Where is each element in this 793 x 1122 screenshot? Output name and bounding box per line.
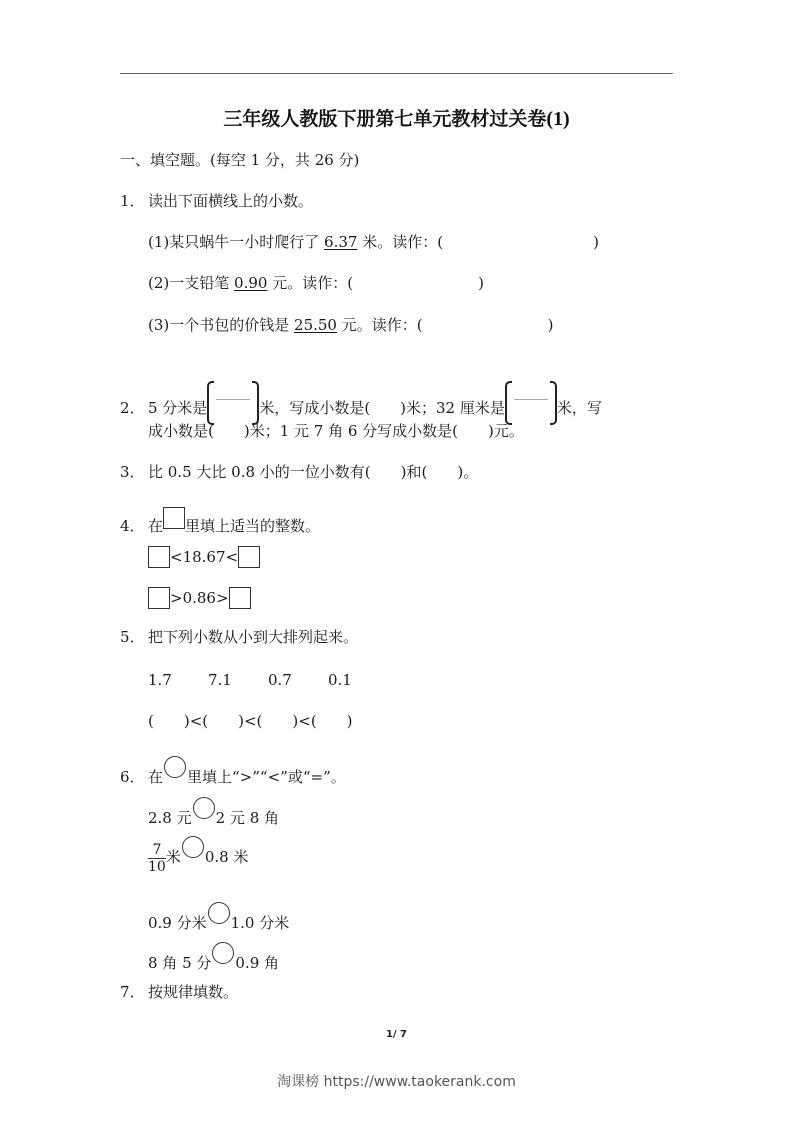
question-5 xyxy=(120,627,358,647)
item-text: (1)某只蜗牛一小时爬行了 xyxy=(148,233,325,251)
paren-close: ) xyxy=(593,233,599,251)
item-text: 米。读作：( xyxy=(357,233,444,251)
q1-item-1 xyxy=(148,232,599,252)
underlined-value: 25.50 xyxy=(294,316,337,334)
question-text: 里填上“>”“<”或“=”。 xyxy=(187,768,346,786)
item-text: (3)一个书包的价钱是 xyxy=(148,316,295,334)
compare-left: 米 xyxy=(165,848,181,866)
title-text: 三年级人教版下册第七单元教材过关卷 xyxy=(223,108,547,130)
question-2-cont: 成小数是( )米；1 元 7 角 6 分写成小数是( )元。 xyxy=(148,422,524,440)
section-heading: 一、填空题。(每空 1 分，共 26 分) xyxy=(120,151,360,169)
answer-circle[interactable] xyxy=(212,942,234,964)
answer-circle[interactable] xyxy=(208,902,230,924)
square-box-icon xyxy=(163,507,185,529)
question-text: 米，写成小数是( )米；32 厘米是 xyxy=(259,399,505,417)
question-text: 在 xyxy=(148,768,164,786)
question-number: 7． xyxy=(120,983,145,1001)
question-number: 1． xyxy=(120,192,145,210)
paren-close: ) xyxy=(478,274,484,292)
question-number: 4． xyxy=(120,517,145,535)
compare-right: 2 元 8 角 xyxy=(215,809,280,827)
q6-row-4 xyxy=(148,942,279,973)
compare-left: 0.9 分米 xyxy=(148,914,207,932)
compare-right: 0.9 角 xyxy=(235,954,280,972)
answer-circle[interactable] xyxy=(182,836,204,858)
question-number: 6． xyxy=(120,768,145,786)
question-number: 2． xyxy=(120,399,145,417)
number-item: 0.1 xyxy=(328,671,352,689)
right-bracket-icon xyxy=(252,381,259,425)
watermark-link[interactable]: 淘课榜 https://www.taokerank.com xyxy=(277,1074,516,1090)
q1-item-3 xyxy=(148,315,553,335)
fraction-bar xyxy=(514,399,548,400)
q5-numbers xyxy=(148,670,388,690)
page-number: 1/ 7 xyxy=(385,1029,408,1040)
answer-box[interactable] xyxy=(148,587,170,609)
question-text: 在 xyxy=(148,517,164,535)
question-1 xyxy=(120,191,313,211)
compare-left: 8 角 5 分 xyxy=(148,954,212,972)
answer-box[interactable] xyxy=(229,587,251,609)
circle-icon xyxy=(164,756,186,778)
answer-box[interactable] xyxy=(148,546,170,568)
fraction-bar xyxy=(216,399,250,400)
compare-right: 1.0 分米 xyxy=(230,914,290,932)
question-text: 比 0.5 大比 0.8 小的一位小数有( )和( )。 xyxy=(148,463,479,481)
number-item: 0.7 xyxy=(268,671,292,689)
question-prompt: 把下列小数从小到大排列起来。 xyxy=(148,628,359,646)
question-number: 3． xyxy=(120,463,145,481)
q6-row-2 xyxy=(148,836,248,875)
q6-row-1 xyxy=(148,797,279,828)
q4-row-2 xyxy=(148,587,251,609)
q1-item-2 xyxy=(148,273,484,293)
paren-close: ) xyxy=(547,316,554,334)
question-text: 米，写 xyxy=(556,399,602,417)
q6-row-3 xyxy=(148,902,289,933)
header-rule xyxy=(120,73,673,74)
inequality-text: <18.67< xyxy=(170,548,239,566)
question-prompt: 按规律填数。 xyxy=(148,983,239,1001)
question-7 xyxy=(120,982,238,1002)
inequality-text: >0.86> xyxy=(170,589,229,607)
underlined-value: 0.90 xyxy=(234,274,268,292)
item-text: (2)一支铅笔 xyxy=(148,274,235,292)
right-bracket-icon xyxy=(550,381,557,425)
question-text: 里填上适当的整数。 xyxy=(185,517,321,535)
compare-left: 2.8 元 xyxy=(148,809,192,827)
item-text: 元。读作：( xyxy=(267,274,354,292)
item-text: 元。读作：( xyxy=(336,316,423,334)
answer-box[interactable] xyxy=(238,546,260,568)
q4-row-1 xyxy=(148,546,260,568)
number-item: 1.7 xyxy=(148,671,172,689)
question-6 xyxy=(120,756,346,787)
question-text: 5 分米是 xyxy=(148,399,208,417)
q5-answer-row[interactable]: ( )<( )<( )<( ) xyxy=(148,712,353,730)
question-4 xyxy=(120,507,320,536)
fraction xyxy=(148,842,166,875)
question-3 xyxy=(120,462,478,482)
number-item: 7.1 xyxy=(208,671,232,689)
left-bracket-icon xyxy=(207,381,214,425)
page-title xyxy=(0,104,793,131)
question-number: 5． xyxy=(120,628,145,646)
title-suffix: (1) xyxy=(546,108,570,130)
compare-right: 0.8 米 xyxy=(204,848,249,866)
left-bracket-icon xyxy=(505,381,512,425)
numerator: 7 xyxy=(148,842,166,859)
question-prompt: 读出下面横线上的小数。 xyxy=(148,192,314,210)
denominator: 10 xyxy=(148,858,166,875)
underlined-value: 6.37 xyxy=(324,233,358,251)
answer-circle[interactable] xyxy=(193,797,215,819)
